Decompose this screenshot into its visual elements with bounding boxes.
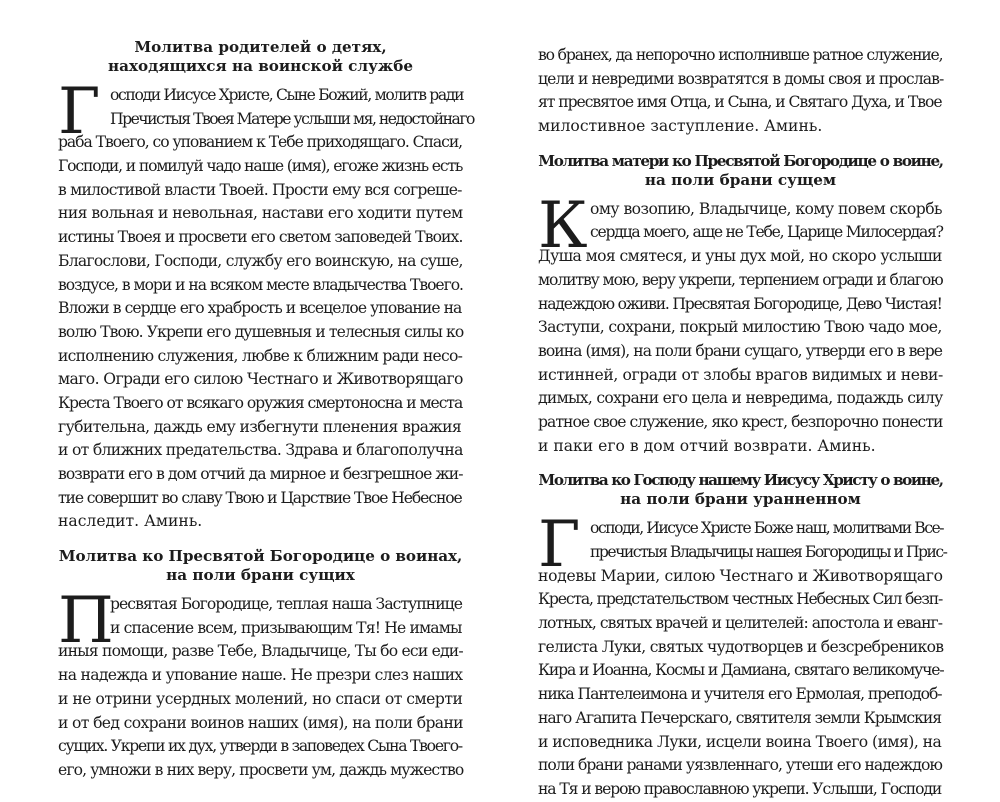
text-line: Господи, и помилуй чадо наше (имя), егоже жизнь есть [58, 157, 463, 176]
text-line: молитву мою, веру укрепи, терпением огради и благою [538, 270, 943, 289]
prayer-text-parents [58, 75, 474, 534]
text-line: и исповедника Луки, исцели воина Твоего (имя), на [538, 732, 942, 751]
drop-cap: Г [538, 508, 581, 583]
text-line: исполнению служения, любве к ближним ради несо- [58, 346, 463, 365]
text-line: ния вольная и невольная, настави его ходити путем [58, 204, 463, 223]
text-line: тие совершит во славу Твою и Царствие Твое Небесное [58, 488, 462, 507]
prayer-text-mother [538, 188, 943, 459]
text-line: Вложи в сердце его храбрость и всецелое упование на [58, 299, 462, 318]
text-line: Благослови, Господи, службу его воинскую, на суше, [58, 251, 463, 270]
heading-line: на поли брани сущих [166, 566, 355, 585]
drop-cap: К [538, 188, 588, 263]
text-line: возврати его в дом отчий да мирное и безгрешное жи- [58, 465, 463, 483]
text-line: истины Твоея и просвети его светом заповедей Твоих. [58, 228, 463, 247]
text-line: иныя помощи, разве Тебе, Владычице, Ты бо еси еди- [58, 642, 463, 661]
text-line: ому возопию, Владычице, кому повем скорбь [590, 199, 942, 218]
prayer-heading-mother [538, 152, 943, 190]
text-line: наследит. Аминь. [58, 512, 203, 531]
text-line: и не отрини усердных молений, но спаси от смерти [58, 689, 463, 708]
text-line: Креста, предстательством честных Небесных Сил безп- [538, 590, 943, 609]
text-line: наго Агапита Печерскаго, святителя земли Крымския [538, 708, 942, 727]
text-line: ника Пантелеимона и учителя его Ермолая, преподоб- [538, 685, 942, 704]
right-page [538, 44, 947, 802]
heading-line: находящихся на воинской службе [107, 57, 413, 75]
text-line: и спасение всем, призывающим Тя! Не имамы [110, 618, 462, 637]
text-line: цели и невредими возвратятся в домы своя и прослав- [538, 69, 944, 88]
text-line: гелиста Луки, святых чудотворцев и безсребреников [538, 637, 944, 656]
text-line: пречистыя Владычицы нашея Богородицы и Прис- [590, 543, 947, 561]
text-line: во бранех, да непорочно исполнивше ратное служение, [538, 46, 943, 64]
text-line: воина (имя), на поли брани сущаго, утверди его в вере [538, 341, 943, 360]
heading-line: Молитва родителей о детях, [134, 38, 387, 56]
text-line: лотных, святых врачей и целителей: апостола и еванг- [538, 614, 943, 633]
text-line: маго. Огради его силою Честнаго и Животворящаго [58, 370, 463, 389]
text-line: волю Твою. Укрепи его душевныя и телесныя силы ко [58, 322, 464, 341]
text-line: Заступи, сохрани, покрый милостию Твою чадо мое, [538, 318, 942, 337]
text-line: ят пресвятое имя Отца, и Сына, и Святаго Духа, и Твое [538, 93, 942, 112]
prayer-text-theotokos-warriors [58, 584, 464, 783]
prayer-heading-wounded [538, 471, 943, 509]
text-line: сущих. Укрепи их дух, утверди в заповедех Сына Твоего- [58, 737, 462, 756]
text-line: надеждою оживи. Пресвятая Богородице, Дево Чистая! [538, 294, 942, 313]
text-line: ресвятая Богородице, теплая наша Заступнице [110, 595, 463, 614]
text-line: димых, сохрани его цела и невредима, подаждь силу [538, 389, 943, 408]
left-page [58, 38, 474, 783]
text-line: осподи, Иисусе Христе Боже наш, молитвами Все- [590, 519, 944, 538]
text-line: осподи Иисусе Христе, Сыне Божий, молитв ради [110, 86, 464, 104]
text-line: милостивное заступление. Аминь. [538, 117, 823, 136]
text-line: Пречистыя Твоея Матере услыши мя, недостойнаго [110, 109, 474, 128]
text-line: нодевы Марии, силою Честнаго и Животворящаго [538, 566, 943, 585]
text-line: в милостивой власти Твоей. Прости ему вся согреше- [58, 180, 462, 199]
text-line: воздусе, в мори и на всяком месте владычества Твоего. [58, 275, 463, 294]
text-line: сердца моего, аще не Тебе, Царице Милосердая? [590, 223, 943, 242]
text-line: и от ближних предательства. Здрава и благополучна [58, 441, 463, 460]
text-line: Креста Твоего от всякаго оружия смертоносна и места [58, 393, 463, 412]
text-line: поли брани ранами уязвленнаго, утеши его надеждою [538, 756, 942, 775]
text-line: истинней, огради от злобы врагов видимых и неви- [538, 365, 943, 384]
text-line: на Тя и верою православною укрепи. Услыши, Господи [538, 779, 942, 798]
text-line: губительна, даждь ему избегнути пленения вражия [58, 417, 462, 436]
prayer-text-wounded [538, 508, 947, 801]
heading-line: Молитва ко Господу нашему Иисусу Христу о воине, [538, 471, 943, 490]
prayer-heading-parents [58, 38, 463, 76]
text-line: на надежда и упование наше. Не презри слез наших [58, 666, 463, 685]
prayer-continuation [538, 44, 943, 139]
text-line: Душа моя смятеся, и уны дух мой, но скоро услыши [538, 247, 942, 266]
heading-line: Молитва ко Пресвятой Богородице о воинах, [58, 547, 463, 566]
heading-line: на поли брани сущем [644, 170, 837, 189]
text-line: Кира и Иоанна, Космы и Дамиана, святаго великомуче- [538, 661, 944, 680]
heading-line: Молитва матери ко Пресвятой Богородице о воине, [538, 151, 943, 170]
text-line: и от бед сохрани воинов наших (имя), на поли брани [58, 713, 463, 732]
drop-cap: Г [58, 75, 101, 149]
heading-line: на поли брани уранненном [620, 490, 861, 509]
prayer-heading-theotokos-warriors [58, 547, 463, 585]
text-line: раба Твоего, со упованием к Тебе приходящаго. Спаси, [58, 133, 463, 152]
drop-cap: П [58, 584, 114, 659]
text-line: его, умножи в них веру, просвети ум, даждь мужество [58, 760, 464, 779]
text-line: ратное свое служение, яко крест, безпорочно понести [538, 412, 943, 431]
text-line: и паки его в дом отчий возврати. Аминь. [538, 436, 876, 455]
